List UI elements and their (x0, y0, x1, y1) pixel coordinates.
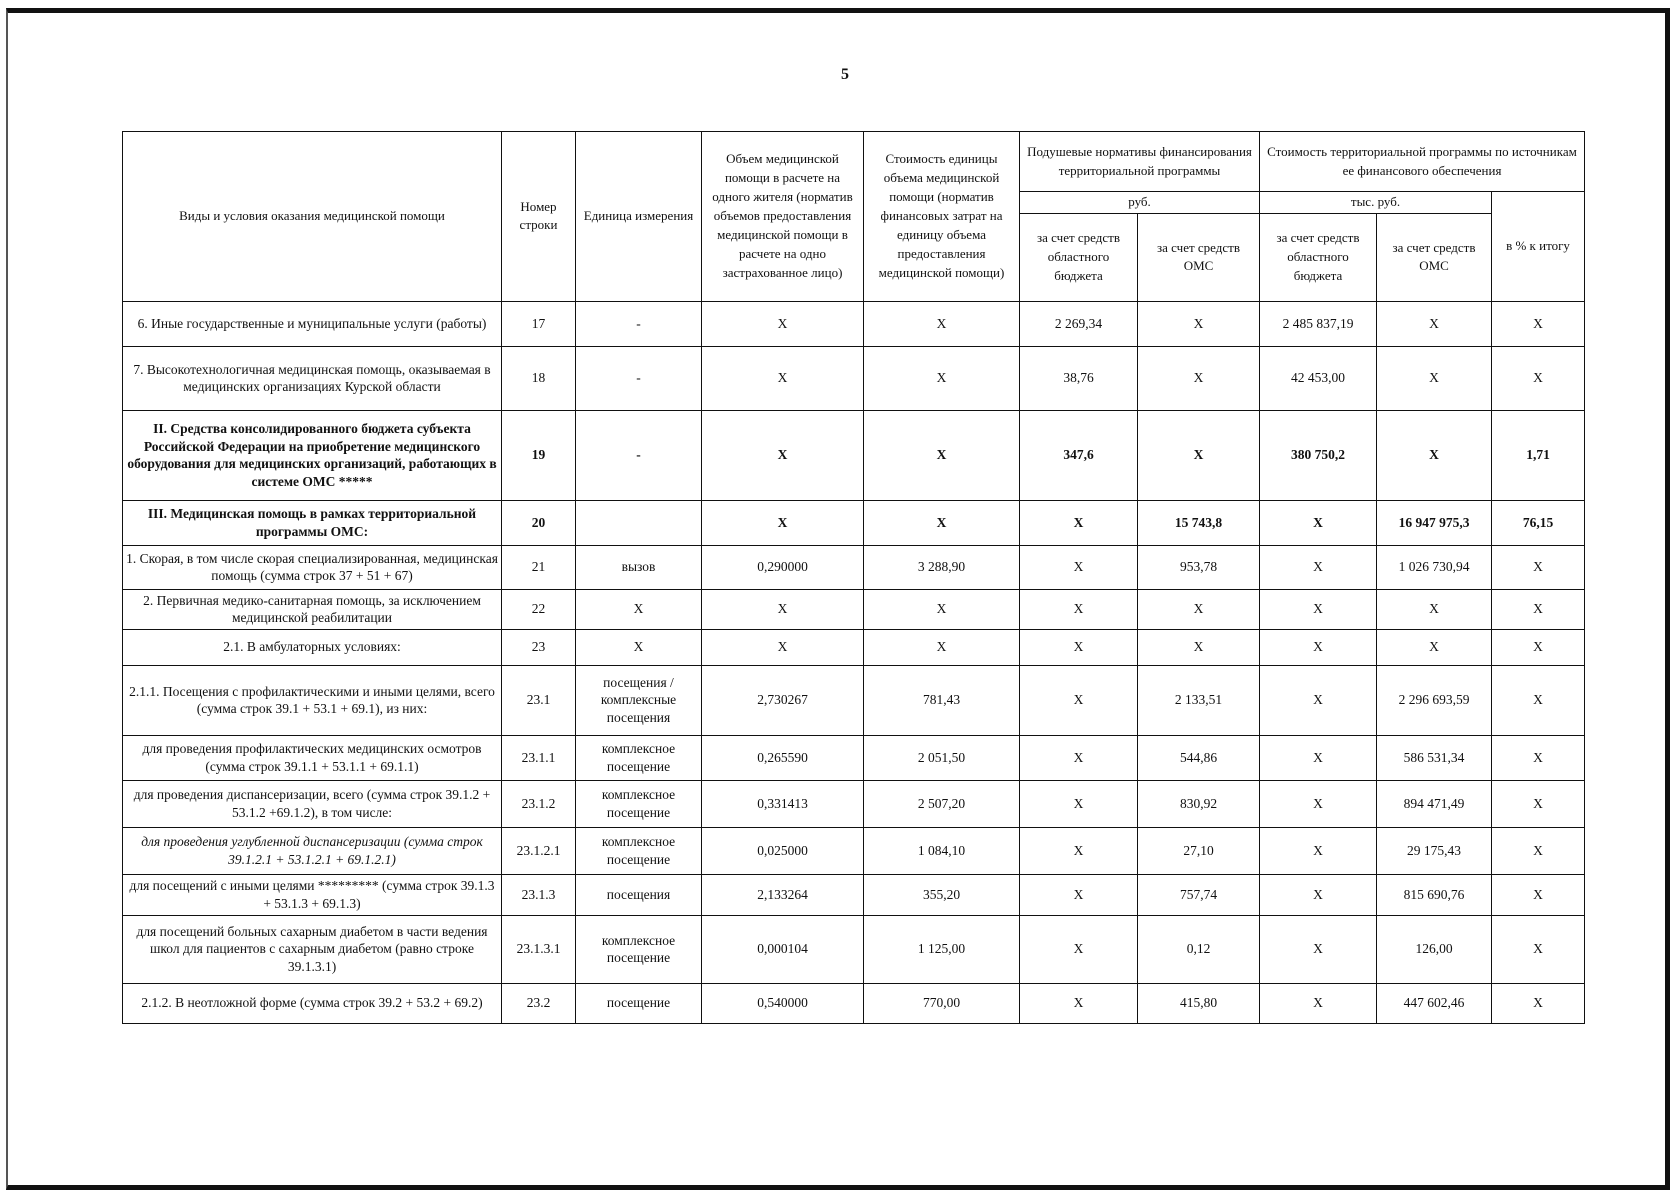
row-percent: Х (1492, 629, 1585, 665)
row-percent: Х (1492, 589, 1585, 629)
financing-table (122, 131, 1585, 1024)
row-number: 23.1.3.1 (502, 915, 576, 983)
row-tp-oms: 447 602,46 (1377, 983, 1492, 1023)
header-cost: Стоимость единицы объема медицинской помощи (норматив финансовых затрат на единицу объема предоставления медицинской помощи) (864, 132, 1020, 302)
row-name: 2.1. В амбулаторных условиях: (123, 629, 502, 665)
row-cost: 1 084,10 (864, 827, 1020, 874)
row-pc-oms: Х (1138, 301, 1260, 346)
row-pc-budget: Х (1020, 500, 1138, 545)
row-percent: Х (1492, 545, 1585, 589)
row-percent: Х (1492, 346, 1585, 410)
row-unit: Х (576, 629, 702, 665)
table-row (123, 735, 1585, 780)
table-row (123, 545, 1585, 589)
header-row-number: Номер строки (502, 132, 576, 302)
row-volume: 0,000104 (702, 915, 864, 983)
row-number: 23.1.2.1 (502, 827, 576, 874)
row-cost: Х (864, 629, 1020, 665)
row-volume: 0,265590 (702, 735, 864, 780)
row-tp-oms: 894 471,49 (1377, 780, 1492, 827)
table-row (123, 874, 1585, 915)
row-name: для проведения углубленной диспансеризации (сумма строк 39.1.2.1 + 53.1.2.1 + 69.1.2.1) (123, 827, 502, 874)
row-unit: - (576, 410, 702, 500)
row-volume: Х (702, 301, 864, 346)
row-percent: Х (1492, 915, 1585, 983)
row-volume: Х (702, 500, 864, 545)
row-unit: - (576, 346, 702, 410)
table-row (123, 410, 1585, 500)
row-number: 23.2 (502, 983, 576, 1023)
table-row (123, 915, 1585, 983)
row-pc-budget: Х (1020, 780, 1138, 827)
row-pc-oms: 757,74 (1138, 874, 1260, 915)
row-pc-oms: 2 133,51 (1138, 665, 1260, 735)
row-pc-budget: Х (1020, 629, 1138, 665)
row-tp-budget: Х (1260, 665, 1377, 735)
row-pc-budget: Х (1020, 874, 1138, 915)
header-pc-oms: за счет средств ОМС (1138, 213, 1260, 301)
row-tp-oms: 815 690,76 (1377, 874, 1492, 915)
row-tp-oms: 2 296 693,59 (1377, 665, 1492, 735)
row-cost: Х (864, 346, 1020, 410)
row-tp-budget: 2 485 837,19 (1260, 301, 1377, 346)
row-unit: вызов (576, 545, 702, 589)
row-unit: Х (576, 589, 702, 629)
row-cost: Х (864, 410, 1020, 500)
row-pc-budget: 2 269,34 (1020, 301, 1138, 346)
row-number: 19 (502, 410, 576, 500)
header-unit: Единица измерения (576, 132, 702, 302)
row-tp-budget: Х (1260, 780, 1377, 827)
header-per-capita-group: Подушевые нормативы финансирования территориальной программы (1020, 132, 1260, 192)
table-row (123, 346, 1585, 410)
table-row (123, 301, 1585, 346)
row-pc-oms: 544,86 (1138, 735, 1260, 780)
row-tp-budget: Х (1260, 735, 1377, 780)
row-cost: 355,20 (864, 874, 1020, 915)
row-volume: 0,540000 (702, 983, 864, 1023)
row-volume: 0,331413 (702, 780, 864, 827)
row-unit: комплексное посещение (576, 780, 702, 827)
row-cost: 1 125,00 (864, 915, 1020, 983)
row-pc-oms: Х (1138, 589, 1260, 629)
row-number: 21 (502, 545, 576, 589)
row-name: 6. Иные государственные и муниципальные услуги (работы) (123, 301, 502, 346)
row-volume: 0,025000 (702, 827, 864, 874)
row-tp-oms: Х (1377, 629, 1492, 665)
row-name: 2. Первичная медико-санитарная помощь, за исключением медицинской реабилитации (123, 589, 502, 629)
row-tp-oms: 16 947 975,3 (1377, 500, 1492, 545)
row-number: 22 (502, 589, 576, 629)
table-row (123, 780, 1585, 827)
row-tp-oms: 29 175,43 (1377, 827, 1492, 874)
row-number: 23 (502, 629, 576, 665)
row-percent: Х (1492, 827, 1585, 874)
row-pc-oms: 415,80 (1138, 983, 1260, 1023)
row-unit: комплексное посещение (576, 915, 702, 983)
row-number: 23.1.3 (502, 874, 576, 915)
row-number: 20 (502, 500, 576, 545)
row-pc-oms: 953,78 (1138, 545, 1260, 589)
row-pc-budget: Х (1020, 915, 1138, 983)
header-tp-oms: за счет средств ОМС (1377, 213, 1492, 301)
row-cost: 770,00 (864, 983, 1020, 1023)
row-tp-oms: 126,00 (1377, 915, 1492, 983)
row-cost: 2 507,20 (864, 780, 1020, 827)
row-tp-budget: Х (1260, 589, 1377, 629)
row-volume: 2,730267 (702, 665, 864, 735)
row-cost: 3 288,90 (864, 545, 1020, 589)
row-pc-oms: Х (1138, 410, 1260, 500)
header-program-cost-unit: тыс. руб. (1260, 192, 1492, 214)
row-volume: 0,290000 (702, 545, 864, 589)
row-volume: Х (702, 346, 864, 410)
row-tp-budget: 380 750,2 (1260, 410, 1377, 500)
row-volume: Х (702, 629, 864, 665)
row-pc-budget: 38,76 (1020, 346, 1138, 410)
row-percent: 76,15 (1492, 500, 1585, 545)
row-cost: 781,43 (864, 665, 1020, 735)
header-volume: Объем медицинской помощи в расчете на одного жителя (норматив объемов предоставления медицинской помощи в расчете на одно застрахованное лицо) (702, 132, 864, 302)
row-name: 7. Высокотехнологичная медицинская помощь, оказываемая в медицинских организациях Курской области (123, 346, 502, 410)
header-pc-regional-budget: за счет средств областного бюджета (1020, 213, 1138, 301)
row-volume: Х (702, 589, 864, 629)
row-name: 1. Скорая, в том числе скорая специализированная, медицинская помощь (сумма строк 37 + 51 + 67) (123, 545, 502, 589)
row-tp-oms: 1 026 730,94 (1377, 545, 1492, 589)
row-tp-budget: Х (1260, 874, 1377, 915)
table-row (123, 665, 1585, 735)
row-unit: посещения (576, 874, 702, 915)
row-percent: Х (1492, 735, 1585, 780)
row-number: 23.1.2 (502, 780, 576, 827)
row-percent: Х (1492, 780, 1585, 827)
header-tp-regional-budget: за счет средств областного бюджета (1260, 213, 1377, 301)
header-program-cost-group: Стоимость территориальной программы по источникам ее финансового обеспечения (1260, 132, 1585, 192)
row-name: 2.1.1. Посещения с профилактическими и иными целями, всего (сумма строк 39.1 + 53.1 + 69.1), из них: (123, 665, 502, 735)
row-pc-oms: 15 743,8 (1138, 500, 1260, 545)
row-tp-budget: Х (1260, 983, 1377, 1023)
row-pc-budget: Х (1020, 827, 1138, 874)
table-row (123, 589, 1585, 629)
row-unit: комплексное посещение (576, 827, 702, 874)
row-tp-budget: Х (1260, 629, 1377, 665)
row-name: 2.1.2. В неотложной форме (сумма строк 39.2 + 53.2 + 69.2) (123, 983, 502, 1023)
row-tp-oms: Х (1377, 410, 1492, 500)
row-pc-oms: 27,10 (1138, 827, 1260, 874)
table-row (123, 500, 1585, 545)
row-percent: 1,71 (1492, 410, 1585, 500)
row-tp-oms: Х (1377, 589, 1492, 629)
row-tp-oms: Х (1377, 301, 1492, 346)
row-volume: Х (702, 410, 864, 500)
row-pc-oms: 830,92 (1138, 780, 1260, 827)
row-tp-oms: 586 531,34 (1377, 735, 1492, 780)
row-percent: Х (1492, 874, 1585, 915)
row-number: 17 (502, 301, 576, 346)
row-pc-oms: Х (1138, 346, 1260, 410)
row-percent: Х (1492, 665, 1585, 735)
row-cost: Х (864, 589, 1020, 629)
row-cost: Х (864, 500, 1020, 545)
row-name: II. Средства консолидированного бюджета субъекта Российской Федерации на приобретение медицинского оборудования для медицинских организаций, работающих в системе ОМС ***** (123, 410, 502, 500)
row-pc-budget: Х (1020, 665, 1138, 735)
header-name: Виды и условия оказания медицинской помощи (123, 132, 502, 302)
row-unit (576, 500, 702, 545)
row-cost: Х (864, 301, 1020, 346)
row-number: 23.1 (502, 665, 576, 735)
header-per-capita-unit: руб. (1020, 192, 1260, 214)
row-unit: - (576, 301, 702, 346)
row-name: для проведения профилактических медицинских осмотров (сумма строк 39.1.1 + 53.1.1 + 69.1.1) (123, 735, 502, 780)
row-tp-oms: Х (1377, 346, 1492, 410)
row-tp-budget: 42 453,00 (1260, 346, 1377, 410)
page-number: 5 (841, 66, 849, 83)
table-row (123, 629, 1585, 665)
row-name: для посещений с иными целями ********* (сумма строк 39.1.3 + 53.1.3 + 69.1.3) (123, 874, 502, 915)
row-tp-budget: Х (1260, 915, 1377, 983)
row-number: 18 (502, 346, 576, 410)
row-pc-budget: Х (1020, 589, 1138, 629)
row-pc-budget: Х (1020, 735, 1138, 780)
row-name: для проведения диспансеризации, всего (сумма строк 39.1.2 + 53.1.2 +69.1.2), в том числе: (123, 780, 502, 827)
row-pc-budget: Х (1020, 545, 1138, 589)
row-tp-budget: Х (1260, 500, 1377, 545)
row-percent: Х (1492, 983, 1585, 1023)
row-percent: Х (1492, 301, 1585, 346)
row-tp-budget: Х (1260, 545, 1377, 589)
row-unit: комплексное посещение (576, 735, 702, 780)
row-name: III. Медицинская помощь в рамках территориальной программы ОМС: (123, 500, 502, 545)
header-percent: в % к итогу (1492, 192, 1585, 302)
row-unit: посещения / комплексные посещения (576, 665, 702, 735)
row-volume: 2,133264 (702, 874, 864, 915)
row-pc-oms: Х (1138, 629, 1260, 665)
row-pc-oms: 0,12 (1138, 915, 1260, 983)
row-unit: посещение (576, 983, 702, 1023)
row-cost: 2 051,50 (864, 735, 1020, 780)
row-number: 23.1.1 (502, 735, 576, 780)
row-pc-budget: 347,6 (1020, 410, 1138, 500)
table-row (123, 827, 1585, 874)
row-tp-budget: Х (1260, 827, 1377, 874)
row-pc-budget: Х (1020, 983, 1138, 1023)
row-name: для посещений больных сахарным диабетом в части ведения школ для пациентов с сахарным диабетом (равно строке 39.1.3.1) (123, 915, 502, 983)
table-row (123, 983, 1585, 1023)
